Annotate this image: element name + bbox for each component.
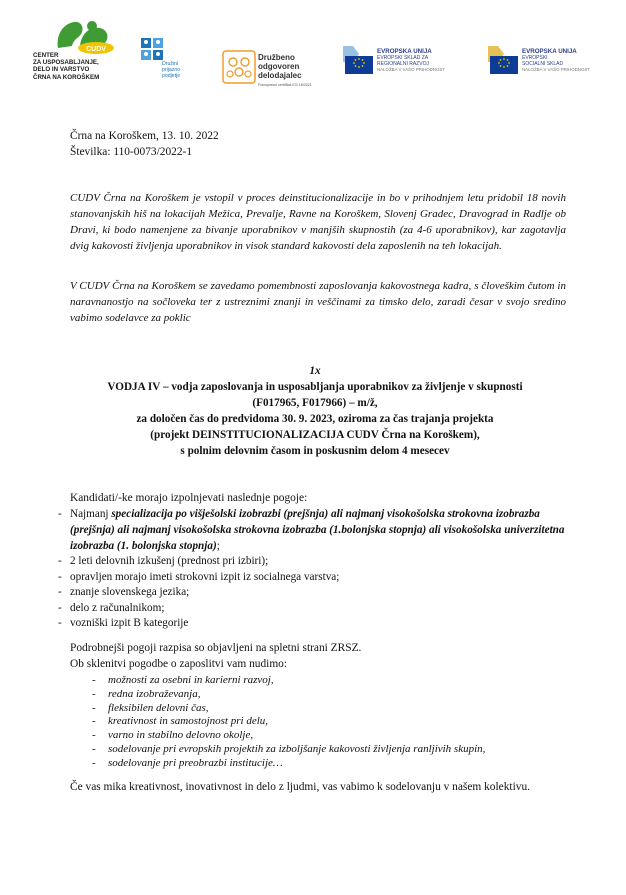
eu1-line: REGIONALNI RAZVOJ — [377, 61, 429, 67]
druzini-logo-text — [162, 61, 180, 79]
druzini-line: podjetje — [162, 73, 181, 79]
condition-suffix: ; — [216, 540, 220, 552]
condition-item: - opravljen morajo imeti strokovni izpit iz socialnega varstva; — [58, 570, 568, 586]
offer-item: - sodelovanje pri preobrazbi institucije… — [92, 757, 572, 771]
eu2-line: EVROPSKA UNIJA — [522, 48, 577, 55]
odgovoren-line: delodajalec — [258, 71, 302, 80]
druzini-line: Družini — [162, 61, 179, 67]
odgovoren-line: Družbeno — [258, 53, 295, 62]
eu1-line: EVROPSKI SKLAD ZA — [377, 55, 429, 61]
condition-item: - 2 leti delovnih izkušenj (prednost pri izbiri); — [58, 554, 568, 570]
position-count: 1x — [309, 365, 321, 377]
eu1-line: NALOŽBA V VAŠO PRIHODNOST — [377, 67, 445, 72]
offer-item: - redna izobraževanja, — [92, 688, 572, 702]
eu1-text — [377, 49, 445, 73]
place-date: Črna na Koroškem, 13. 10. 2022 — [70, 130, 219, 142]
eu1-line: EVROPSKA UNIJA — [377, 48, 432, 55]
condition-prefix: Najmanj — [70, 508, 112, 520]
druzini-line: prijazno — [162, 67, 181, 73]
cudv-line: CENTER — [33, 52, 59, 59]
condition-item — [58, 506, 568, 554]
condition-item: - znanje slovenskega jezika; — [58, 585, 568, 601]
eu2-line: EVROPSKI — [522, 55, 548, 61]
offer-item: - kreativnost in samostojnost pri delu, — [92, 715, 572, 729]
position-codes: (F017965, F017966) – m/ž, — [252, 397, 378, 409]
document-number: Številka: 110-0073/2022-1 — [70, 146, 193, 158]
second-paragraph: V CUDV Črna na Koroškem se zavedamo pomembnosti zaposlovanja kakovostnega kadra, s človeškim čutom in naravnanostjo na sočloveka ter z ustreznimi znanji in veščinami za timsko delo, zaradi česar v svojo sredino vabimo sodelavce za poklic — [70, 280, 566, 324]
cudv-line: ČRNA NA KOROŠKEM — [33, 73, 100, 81]
odgovoren-logo-text — [258, 53, 302, 80]
condition-item: - vozniški izpit B kategorije — [58, 616, 568, 632]
details-line: Podrobnejši pogoji razpisa so objavljeni na spletni strani ZRSZ. — [70, 642, 362, 654]
eu2-text — [522, 49, 590, 73]
offers-list — [92, 674, 572, 771]
offer-item: - varno in stabilno delovno okolje, — [92, 729, 572, 743]
cudv-badge: CUDV — [86, 46, 106, 53]
eu2-line: NALOŽBA V VAŠO PRIHODNOST — [522, 67, 590, 72]
conditions-intro: Kandidati/-ke morajo izpolnjevati naslednje pogoje: — [70, 492, 308, 504]
cudv-line: DELO IN VARSTVO — [33, 66, 90, 74]
offer-item: - fleksibilen delovni čas, — [92, 702, 572, 716]
position-duration: za določen čas do predvidoma 30. 9. 2023, oziroma za čas trajanja projekta — [136, 413, 494, 425]
position-title: VODJA IV – vodja zaposlovanja in usposabljanja uporabnikov za življenje v skupnosti — [107, 381, 523, 393]
offer-item: - sodelovanje pri evropskih projektih za izboljšanje kakovosti življenja ranljivih skupin, — [92, 743, 572, 757]
intro-paragraph: CUDV Črna na Koroškem je vstopil v proces deinstitucionalizacije in bo v prihodnjem letu pridobil 18 novih stanovanjskih hiš na lokacijah Mežica, Prevalje, Ravne na Koroškem, Slovenj Gradec, Dravograd in Radlje ob Dravi, ki bodo namenjene za bivanje uporabnikov v manjših skupnostih (za 4-6 uporabnikov), kar zagotavlja dvig kakovosti življenja uporabnikov in visok standard kakovosti dela zaposlenih na teh lokacijah. — [70, 192, 566, 252]
header-logos — [0, 0, 626, 110]
cudv-logo-text — [33, 52, 129, 81]
closing-line: Če vas mika kreativnost, inovativnost in delo z ljudmi, vas vabimo k sodelovanju v našem kolektivu. — [70, 781, 530, 793]
odgovoren-certificate: Polnopravni certifikat EG-18/2021 — [258, 83, 312, 87]
eu2-line: SOCIALNI SKLAD — [522, 61, 564, 67]
cudv-line: ZA USPOSABLJANJE, — [33, 59, 99, 67]
offer-intro: Ob sklenitvi pogodbe o zaposlitvi vam nudimo: — [70, 658, 288, 670]
condition-education: specializacija po višješolski izobrazbi (prejšnja) ali najmanj visokošolska strokovna izobrazba (prejšnja) ali najmanj visokošolska strokovna izobrazba (1.bolonjska stopnja) ali visokošolska univerzitetna izobrazba (1. bolonjska stopnja) — [70, 508, 565, 552]
position-project: (projekt DEINSTITUCIONALIZACIJA CUDV Črna na Koroškem), — [150, 429, 480, 441]
odgovoren-line: odgovoren — [258, 62, 300, 71]
conditions-list — [58, 506, 568, 632]
condition-item: - delo z računalnikom; — [58, 601, 568, 617]
offer-item: - možnosti za osebni in karierni razvoj, — [92, 674, 572, 688]
position-worktime: s polnim delovnim časom in poskusnim delom 4 mesecev — [180, 445, 450, 457]
